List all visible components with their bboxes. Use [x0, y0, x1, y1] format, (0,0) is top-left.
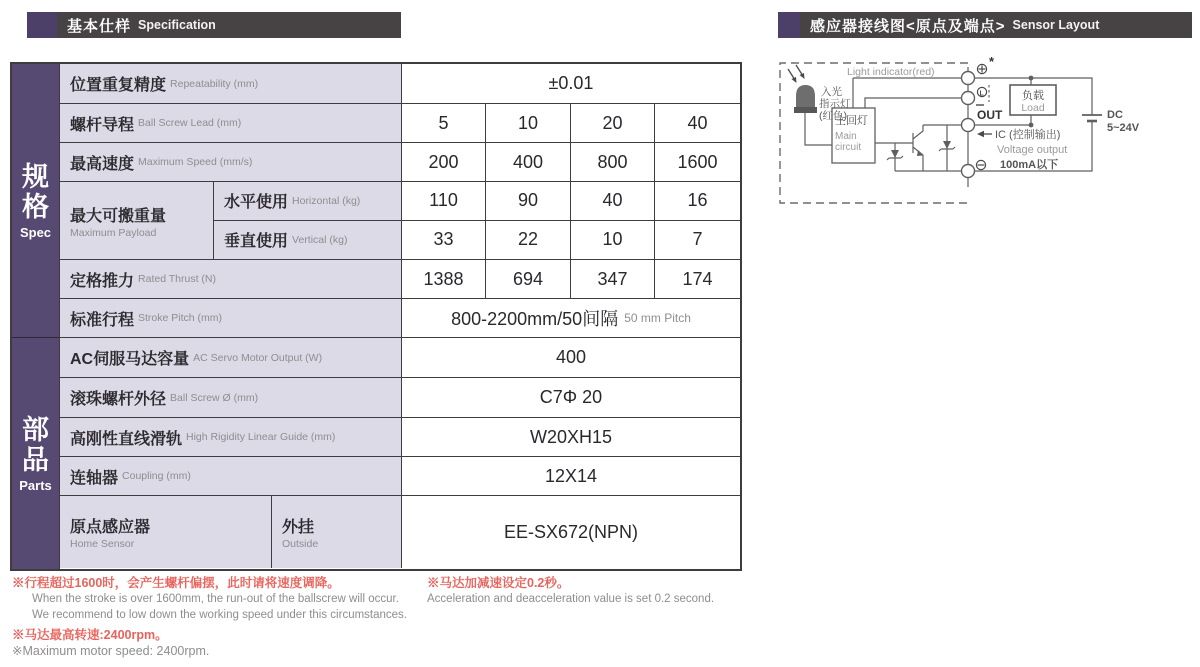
table-row-home-sensor	[60, 496, 740, 568]
main-circuit-label-zh: 主回灯	[835, 115, 868, 127]
spec-header-title-en: Specification	[138, 18, 216, 32]
row-label: 连轴器 Coupling (mm)	[60, 457, 402, 495]
plus-terminal-icon	[977, 64, 986, 73]
row-value: EE-SX672(NPN)	[402, 496, 740, 568]
sidebar-parts-label-zh: 部品	[22, 414, 49, 475]
footnote-line: ※Maximum motor speed: 2400rpm.	[12, 644, 210, 658]
sensor-header-title-zh: 感应器接线图<原点及端点>	[810, 17, 1006, 35]
row-label: 原点感应器 Home Sensor	[60, 496, 272, 568]
table-row-max-payload	[60, 182, 740, 260]
row-value: 400	[486, 143, 571, 181]
table-row-repeatability	[60, 64, 740, 104]
row-label: 位置重复精度 Repeatability (mm)	[60, 64, 402, 103]
payload-subrows	[214, 182, 740, 259]
sensor-section-header	[778, 12, 1192, 38]
row-value: 22	[486, 221, 571, 260]
table-row-max-speed	[60, 143, 740, 182]
led-label-zh: (红色)	[819, 110, 847, 122]
row-value: 10	[571, 221, 655, 260]
ic-arrow-icon	[977, 131, 992, 137]
footnote-line: ※马达加减速设定0.2秒。	[427, 576, 570, 590]
table-row-ball-screw-dia	[60, 378, 740, 418]
l-terminal-letter: L	[979, 90, 984, 98]
sidebar-spec-label-en: Spec	[19, 224, 52, 240]
table-row-stroke	[60, 299, 740, 338]
table-row-ball-screw-lead	[60, 104, 740, 143]
sidebar-parts-group	[12, 338, 59, 569]
row-label: 标准行程 Stroke Pitch (mm)	[60, 299, 402, 337]
ic-label: IC (控制输出)	[995, 129, 1061, 141]
row-value: 800-2200mm/50间隔 50 mm Pitch	[402, 299, 740, 337]
dc-voltage-label: 5~24V	[1107, 122, 1140, 134]
voltage-output-label: Voltage output	[997, 144, 1068, 156]
zener-diode-icon	[939, 141, 955, 151]
row-value: C7Φ 20	[402, 378, 740, 417]
row-value: 1388	[402, 260, 486, 298]
row-value: 40	[571, 182, 655, 220]
led-label-zh: 指示灯	[819, 98, 851, 110]
led-label-zh: 入光	[821, 86, 842, 98]
row-value: 110	[402, 182, 486, 220]
sensor-wiring-diagram	[775, 55, 1195, 225]
row-value: 200	[402, 143, 486, 181]
table-row-linear-guide	[60, 418, 740, 457]
junction-dot	[1029, 76, 1034, 81]
spec-header-title-zh: 基本仕样	[67, 17, 132, 35]
junction-dot	[1029, 123, 1034, 128]
row-value: 33	[402, 221, 486, 260]
footnote-line: Acceleration and deacceleration value is set 0.2 second.	[427, 593, 715, 605]
row-label: 高刚性直线滑轨 High Rigidity Linear Guide (mm)	[60, 418, 402, 456]
header-accent-square	[778, 12, 800, 38]
sensor-header-bar	[800, 12, 1192, 38]
load-label-zh: 负载	[1022, 90, 1044, 102]
row-value: 347	[571, 260, 655, 298]
footnote-line: When the stroke is over 1600mm, the run-out of the ballscrew will occur.	[32, 593, 399, 605]
table-rows	[60, 64, 740, 569]
star-mark: *	[989, 55, 995, 69]
row-value: 7	[655, 221, 740, 260]
row-value: 400	[402, 338, 740, 377]
table-row-coupling	[60, 457, 740, 496]
table-side-column	[12, 64, 60, 569]
light-indicator-label: Light indicator(red)	[847, 66, 935, 78]
footnotes-left	[12, 574, 422, 660]
footnote-line: We recommend to low down the working speed under this circumstances.	[32, 608, 407, 621]
row-label: 定格推力 Rated Thrust (N)	[60, 260, 402, 298]
row-value: 20	[571, 104, 655, 142]
sidebar-spec-label-zh: 规格	[22, 161, 49, 222]
dc-label: DC	[1107, 109, 1123, 121]
footnote-line: ※行程超过1600时，会产生螺杆偏摆，此时请将速度调降。	[12, 576, 340, 590]
row-value: 1600	[655, 143, 740, 181]
out-label: OUT	[977, 108, 1003, 122]
battery-symbol	[1082, 115, 1102, 121]
row-label: 最高速度 Maximum Speed (mm/s)	[60, 143, 402, 181]
row-label: 最大可搬重量 Maximum Payload	[60, 182, 214, 259]
payload-vertical-row	[214, 221, 740, 260]
led-indicator-icon	[788, 65, 817, 113]
main-circuit-label-en: Main	[835, 131, 857, 142]
load-label-en: Load	[1021, 102, 1045, 114]
row-sublabel: 外挂 Outside	[272, 496, 402, 568]
row-value: 800	[571, 143, 655, 181]
spec-table	[10, 62, 742, 571]
row-value: 40	[655, 104, 740, 142]
spec-section-header	[27, 12, 401, 38]
sidebar-parts-label-en: Parts	[19, 477, 52, 493]
spec-header-bar	[57, 12, 401, 38]
table-row-servo-output	[60, 338, 740, 378]
table-row-rated-thrust	[60, 260, 740, 299]
minus-terminal-icon	[976, 160, 985, 169]
transistor-icon	[917, 150, 924, 156]
row-value: ±0.01	[402, 64, 740, 103]
row-value: 174	[655, 260, 740, 298]
footnotes-right	[427, 574, 757, 608]
row-value: 12X14	[402, 457, 740, 495]
row-label: 滚珠螺杆外径 Ball Screw Ø (mm)	[60, 378, 402, 417]
row-value: W20XH15	[402, 418, 740, 456]
payload-horizontal-row	[214, 182, 740, 221]
sensor-diagram-svg	[775, 55, 1195, 220]
main-circuit-label-en: circuit	[835, 142, 862, 153]
row-value: 694	[486, 260, 571, 298]
current-limit-label: 100mA以下	[1000, 159, 1059, 171]
row-label: AC伺服马达容量 AC Servo Motor Output (W)	[60, 338, 402, 377]
row-value: 90	[486, 182, 571, 220]
header-accent-square	[27, 12, 57, 38]
row-value: 10	[486, 104, 571, 142]
sidebar-spec-group	[12, 64, 59, 338]
row-value: 5	[402, 104, 486, 142]
zener-diode-icon	[887, 150, 903, 160]
row-value: 16	[655, 182, 740, 220]
row-sublabel: 水平使用 Horizontal (kg)	[214, 182, 402, 220]
row-label: 螺杆导程 Ball Screw Lead (mm)	[60, 104, 402, 142]
row-sublabel: 垂直使用 Vertical (kg)	[214, 221, 402, 260]
sensor-header-title-en: Sensor Layout	[1012, 18, 1100, 32]
footnote-line: ※马达最高转速:2400rpm。	[12, 628, 168, 642]
